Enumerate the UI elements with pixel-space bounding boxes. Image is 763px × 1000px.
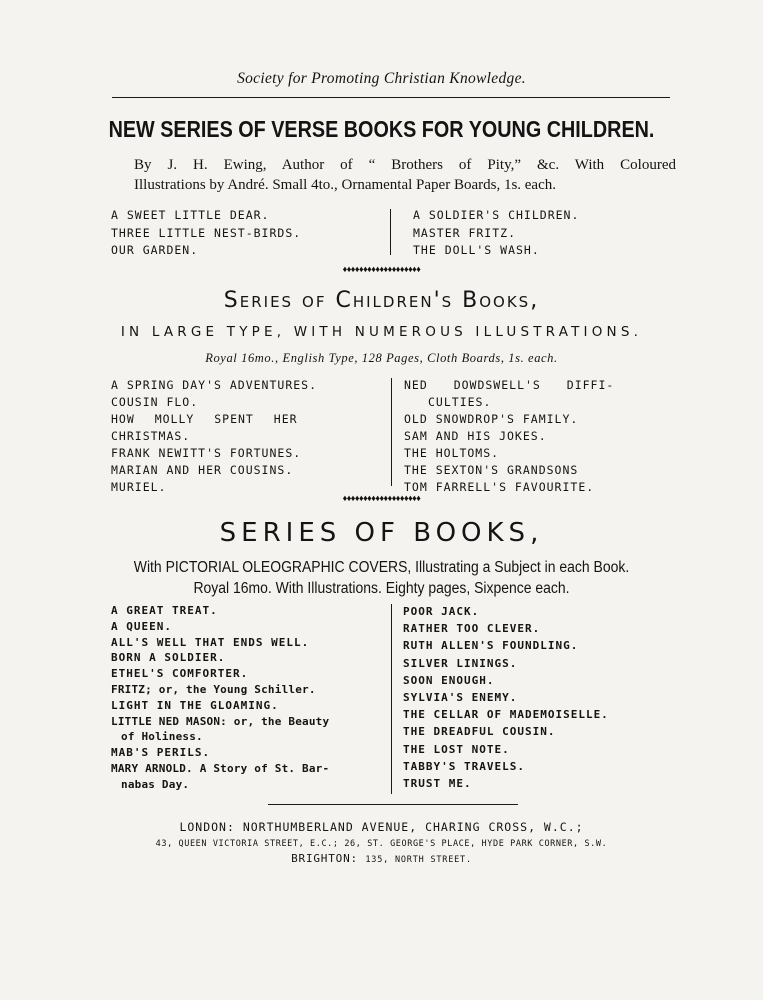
- list-item: HOW MOLLY SPENT HER: [111, 412, 298, 426]
- list-item: FRANK NEWITT'S FORTUNES.: [111, 446, 302, 460]
- list-item: CULTIES.: [428, 395, 492, 409]
- list-item: FRITZ; or, the Young Schiller.: [111, 682, 316, 696]
- list-item: OUR GARDEN.: [111, 243, 199, 257]
- children-column-divider: [391, 378, 392, 486]
- list-item: MASTER FRITZ.: [413, 225, 517, 240]
- list-item: nabas Day.: [121, 777, 190, 791]
- children-list-left: [111, 377, 317, 496]
- books-description-line2: Royal 16mo. With Illustrations. Eighty pages, Sixpence each.: [193, 580, 570, 597]
- list-item: RATHER TOO CLEVER.: [403, 622, 541, 636]
- verse-byline: [134, 155, 676, 195]
- children-series-subtitle: IN LARGE TYPE, WITH NUMEROUS ILLUSTRATIONS.: [120, 324, 643, 340]
- verse-column-divider: [390, 209, 391, 255]
- imprint-brighton: [0, 852, 763, 865]
- list-item: MURIEL.: [111, 480, 167, 494]
- list-item: A SWEET LITTLE DEAR.: [111, 208, 270, 222]
- footer-rule: [268, 804, 518, 805]
- books-description-line1: With PICTORIAL OLEOGRAPHIC COVERS, Illustrating a Subject in each Book.: [133, 559, 630, 576]
- imprint-addresses: 43, QUEEN VICTORIA STREET, E.C.; 26, ST. GEORGE'S PLACE, HYDE PARK CORNER, S.W.: [155, 839, 608, 849]
- children-series-info: Royal 16mo., English Type, 128 Pages, Cloth Boards, 1s. each.: [205, 351, 558, 365]
- list-item: THE DREADFUL COUSIN.: [403, 725, 556, 739]
- list-item: A SPRING DAY'S ADVENTURES.: [111, 378, 318, 392]
- books-list-right: [403, 603, 609, 792]
- list-item: A GREAT TREAT.: [111, 604, 218, 617]
- list-item: MAB'S PERILS.: [111, 746, 211, 760]
- list-item: MARY ARNOLD. A Story of St. Bar-: [111, 761, 330, 775]
- list-item: SYLVIA'S ENEMY.: [403, 691, 518, 705]
- books-column-divider: [391, 604, 392, 794]
- list-item: THE DOLL'S WASH.: [413, 243, 540, 257]
- list-item: CHRISTMAS.: [111, 429, 191, 443]
- list-item: A QUEEN.: [111, 619, 172, 633]
- imprint-brighton-city: BRIGHTON:: [291, 852, 358, 865]
- running-head: Society for Promoting Christian Knowledge.: [237, 70, 526, 87]
- list-item: POOR JACK.: [403, 605, 480, 618]
- list-item: SILVER LININGS.: [403, 656, 518, 670]
- children-list-right: [404, 377, 614, 496]
- list-item: THE SEXTON'S GRANDSONS: [404, 463, 579, 477]
- list-item: THE CELLAR OF MADEMOISELLE.: [403, 708, 609, 722]
- list-item: RUTH ALLEN'S FOUNDLING.: [403, 639, 579, 653]
- verse-byline-line2: Illustrations by André. Small 4to., Ornamental Paper Boards, 1s. each.: [134, 177, 556, 193]
- list-item: SOON ENOUGH.: [403, 673, 495, 687]
- list-item: of Holiness.: [121, 730, 203, 744]
- verse-byline-line1: By J. H. Ewing, Author of “ Brothers of Pity,” &c. With Coloured: [134, 157, 676, 173]
- list-item: TOM FARRELL'S FAVOURITE.: [404, 480, 595, 494]
- list-item: THE LOST NOTE.: [403, 742, 510, 756]
- books-series-description: [38, 557, 725, 599]
- imprint-brighton-street: 135, NORTH STREET.: [365, 855, 472, 865]
- list-item: NED DOWDSWELL'S DIFFI-: [404, 378, 615, 392]
- ornament-divider: ♦♦♦♦♦♦♦♦♦♦♦♦♦♦♦♦♦♦♦: [342, 264, 421, 274]
- list-item: MARIAN AND HER COUSINS.: [111, 463, 294, 477]
- list-item: ALL'S WELL THAT ENDS WELL.: [111, 635, 310, 649]
- books-series-title: SERIES OF BOOKS,: [219, 518, 544, 548]
- books-list-left: [111, 603, 329, 793]
- list-item: SAM AND HIS JOKES.: [404, 429, 547, 443]
- list-item: THE HOLTOMS.: [404, 446, 500, 460]
- children-series-title: Series of Children's Books,: [223, 288, 540, 313]
- list-item: BORN A SOLDIER.: [111, 651, 226, 665]
- list-item: THREE LITTLE NEST-BIRDS.: [111, 225, 302, 240]
- list-item: TABBY'S TRAVELS.: [403, 759, 525, 773]
- verse-list-left: [111, 207, 301, 260]
- list-item: TRUST ME.: [403, 777, 472, 791]
- ornament-divider: ♦♦♦♦♦♦♦♦♦♦♦♦♦♦♦♦♦♦♦: [342, 493, 421, 503]
- list-item: LIGHT IN THE GLOAMING.: [111, 698, 279, 712]
- imprint-london: LONDON: NORTHUMBERLAND AVENUE, CHARING CROSS, W.C.;: [179, 820, 584, 834]
- list-item: COUSIN FLO.: [111, 395, 199, 409]
- list-item: OLD SNOWDROP'S FAMILY.: [404, 412, 579, 426]
- list-item: ETHEL'S COMFORTER.: [111, 667, 249, 681]
- verse-list-right: [413, 207, 579, 260]
- list-item: LITTLE NED MASON: or, the Beauty: [111, 714, 330, 728]
- verse-series-title: NEW SERIES OF VERSE BOOKS FOR YOUNG CHILDREN.: [108, 116, 655, 142]
- list-item: A SOLDIER'S CHILDREN.: [413, 208, 580, 222]
- header-rule: [112, 97, 670, 98]
